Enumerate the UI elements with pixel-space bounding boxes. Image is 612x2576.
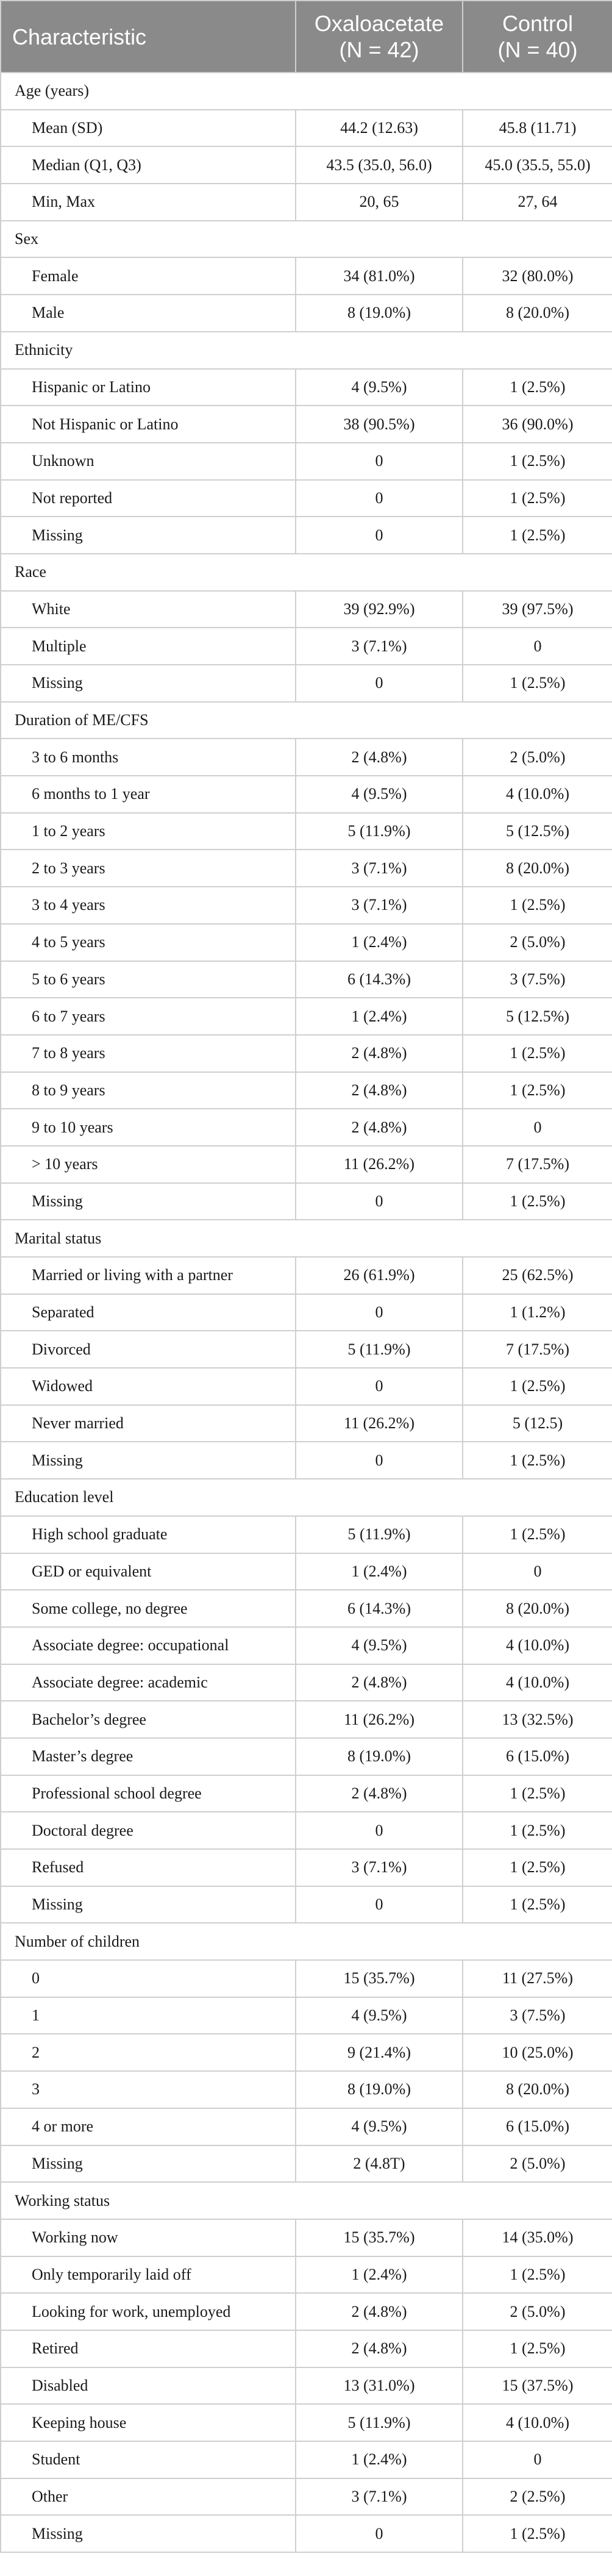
- control-value: 13 (32.5%): [463, 1701, 612, 1738]
- control-value: 2 (5.0%): [463, 2145, 612, 2183]
- table-row: [1, 2404, 612, 2441]
- oxaloacetate-value: 1 (2.4%): [296, 2256, 463, 2294]
- oxaloacetate-value: 5 (11.9%): [296, 2404, 463, 2441]
- control-value: 0: [463, 1109, 612, 1146]
- section-row: [1, 332, 612, 369]
- oxaloacetate-value: 0: [296, 443, 463, 480]
- table-row: [1, 1775, 612, 1812]
- control-value: 1 (2.5%): [463, 1849, 612, 1886]
- table-row: [1, 887, 612, 924]
- oxaloacetate-value: 2 (4.8%): [296, 1035, 463, 1072]
- row-label: Missing: [1, 2145, 296, 2183]
- row-label: Widowed: [1, 1368, 296, 1405]
- oxaloacetate-value: 3 (7.1%): [296, 2478, 463, 2516]
- header-control-n: (N = 40): [497, 37, 578, 62]
- control-value: 15 (37.5%): [463, 2367, 612, 2405]
- section-row: [1, 1220, 612, 1257]
- control-value: 7 (17.5%): [463, 1331, 612, 1368]
- oxaloacetate-value: 2 (4.8%): [296, 739, 463, 776]
- table-row: [1, 1738, 612, 1775]
- oxaloacetate-value: 2 (4.8%): [296, 1109, 463, 1146]
- oxaloacetate-value: 9 (21.4%): [296, 2034, 463, 2071]
- table-row: [1, 2219, 612, 2256]
- oxaloacetate-value: 0: [296, 480, 463, 517]
- row-label: Disabled: [1, 2367, 296, 2405]
- row-label: Hispanic or Latino: [1, 369, 296, 406]
- control-value: 5 (12.5): [463, 1405, 612, 1442]
- row-label: Unknown: [1, 443, 296, 480]
- row-label: Working now: [1, 2219, 296, 2256]
- table-body: [1, 73, 612, 2552]
- table-row: [1, 2256, 612, 2294]
- oxaloacetate-value: 0: [296, 517, 463, 554]
- oxaloacetate-value: 20, 65: [296, 184, 463, 221]
- oxaloacetate-value: 44.2 (12.63): [296, 110, 463, 147]
- table-row: [1, 2515, 612, 2552]
- control-value: 1 (2.5%): [463, 517, 612, 554]
- section-row: [1, 1479, 612, 1516]
- row-label: Associate degree: academic: [1, 1664, 296, 1701]
- control-value: 1 (2.5%): [463, 2330, 612, 2367]
- control-value: 1 (1.2%): [463, 1294, 612, 1331]
- control-value: 4 (10.0%): [463, 776, 612, 813]
- table-row: [1, 1405, 612, 1442]
- oxaloacetate-value: 38 (90.5%): [296, 406, 463, 443]
- table-row: [1, 1590, 612, 1627]
- oxaloacetate-value: 4 (9.5%): [296, 369, 463, 406]
- table-row: [1, 998, 612, 1035]
- table-row: [1, 1997, 612, 2034]
- row-label: Retired: [1, 2330, 296, 2367]
- table-row: [1, 1516, 612, 1553]
- table-row: [1, 665, 612, 702]
- header-control: [463, 1, 612, 73]
- control-value: 4 (10.0%): [463, 2404, 612, 2441]
- row-label: 2: [1, 2034, 296, 2071]
- oxaloacetate-value: 5 (11.9%): [296, 1331, 463, 1368]
- control-value: 1 (2.5%): [463, 1775, 612, 1812]
- row-label: Missing: [1, 517, 296, 554]
- section-title: Duration of ME/CFS: [1, 702, 612, 739]
- row-label: Min, Max: [1, 184, 296, 221]
- oxaloacetate-value: 1 (2.4%): [296, 2441, 463, 2478]
- oxaloacetate-value: 11 (26.2%): [296, 1146, 463, 1183]
- table-row: [1, 739, 612, 776]
- table-row: [1, 146, 612, 184]
- oxaloacetate-value: 15 (35.7%): [296, 1960, 463, 1997]
- oxaloacetate-value: 0: [296, 1368, 463, 1405]
- table-row: [1, 406, 612, 443]
- control-value: 2 (2.5%): [463, 2478, 612, 2516]
- control-value: 5 (12.5%): [463, 998, 612, 1035]
- control-value: 1 (2.5%): [463, 369, 612, 406]
- oxaloacetate-value: 5 (11.9%): [296, 813, 463, 850]
- table-row: [1, 1035, 612, 1072]
- row-label: Doctoral degree: [1, 1812, 296, 1849]
- control-value: 1 (2.5%): [463, 1072, 612, 1109]
- control-value: 27, 64: [463, 184, 612, 221]
- oxaloacetate-value: 13 (31.0%): [296, 2367, 463, 2405]
- control-value: 4 (10.0%): [463, 1627, 612, 1664]
- table-row: [1, 443, 612, 480]
- row-label: Separated: [1, 1294, 296, 1331]
- control-value: 6 (15.0%): [463, 2108, 612, 2145]
- oxaloacetate-value: 6 (14.3%): [296, 961, 463, 998]
- oxaloacetate-value: 3 (7.1%): [296, 1849, 463, 1886]
- control-value: 1 (2.5%): [463, 665, 612, 702]
- row-label: 3: [1, 2071, 296, 2108]
- row-label: Professional school degree: [1, 1775, 296, 1812]
- control-value: 1 (2.5%): [463, 1368, 612, 1405]
- control-value: 2 (5.0%): [463, 2293, 612, 2330]
- control-value: 1 (2.5%): [463, 1035, 612, 1072]
- row-label: 4 to 5 years: [1, 924, 296, 961]
- table-row: [1, 2145, 612, 2183]
- table-row: [1, 2108, 612, 2145]
- control-value: 45.8 (11.71): [463, 110, 612, 147]
- oxaloacetate-value: 34 (81.0%): [296, 257, 463, 295]
- section-row: [1, 2182, 612, 2219]
- row-label: 8 to 9 years: [1, 1072, 296, 1109]
- control-value: 5 (12.5%): [463, 813, 612, 850]
- row-label: Missing: [1, 665, 296, 702]
- row-label: Student: [1, 2441, 296, 2478]
- row-label: Not reported: [1, 480, 296, 517]
- table-row: [1, 924, 612, 961]
- control-value: 1 (2.5%): [463, 443, 612, 480]
- control-value: 1 (2.5%): [463, 1183, 612, 1220]
- section-title: Marital status: [1, 1220, 612, 1257]
- oxaloacetate-value: 0: [296, 665, 463, 702]
- oxaloacetate-value: 2 (4.8%): [296, 2330, 463, 2367]
- section-title: Sex: [1, 221, 612, 258]
- oxaloacetate-value: 11 (26.2%): [296, 1701, 463, 1738]
- section-title: Ethnicity: [1, 332, 612, 369]
- table-row: [1, 517, 612, 554]
- control-value: 14 (35.0%): [463, 2219, 612, 2256]
- control-value: 2 (5.0%): [463, 924, 612, 961]
- section-title: Working status: [1, 2182, 612, 2219]
- table-row: [1, 1553, 612, 1590]
- header-oxaloacetate: [296, 1, 463, 73]
- table-row: [1, 184, 612, 221]
- row-label: 2 to 3 years: [1, 850, 296, 887]
- oxaloacetate-value: 15 (35.7%): [296, 2219, 463, 2256]
- table-row: [1, 850, 612, 887]
- oxaloacetate-value: 1 (2.4%): [296, 998, 463, 1035]
- oxaloacetate-value: 39 (92.9%): [296, 591, 463, 628]
- table-row: [1, 480, 612, 517]
- oxaloacetate-value: 5 (11.9%): [296, 1516, 463, 1553]
- table-row: [1, 1664, 612, 1701]
- oxaloacetate-value: 0: [296, 1183, 463, 1220]
- row-label: Female: [1, 257, 296, 295]
- header-characteristic: Characteristic: [1, 1, 296, 73]
- control-value: 32 (80.0%): [463, 257, 612, 295]
- row-label: 1: [1, 1997, 296, 2034]
- table-row: [1, 257, 612, 295]
- row-label: 9 to 10 years: [1, 1109, 296, 1146]
- oxaloacetate-value: 0: [296, 1294, 463, 1331]
- control-value: 8 (20.0%): [463, 295, 612, 332]
- row-label: Refused: [1, 1849, 296, 1886]
- control-value: 0: [463, 1553, 612, 1590]
- control-value: 25 (62.5%): [463, 1257, 612, 1294]
- control-value: 1 (2.5%): [463, 1886, 612, 1923]
- table-row: [1, 1183, 612, 1220]
- section-title: Number of children: [1, 1923, 612, 1960]
- row-label: Master’s degree: [1, 1738, 296, 1775]
- row-label: Male: [1, 295, 296, 332]
- oxaloacetate-value: 4 (9.5%): [296, 776, 463, 813]
- oxaloacetate-value: 26 (61.9%): [296, 1257, 463, 1294]
- row-label: Median (Q1, Q3): [1, 146, 296, 184]
- table-row: [1, 110, 612, 147]
- header-row: [1, 1, 612, 73]
- header-oxaloacetate-label: Oxaloacetate: [314, 11, 444, 36]
- oxaloacetate-value: 1 (2.4%): [296, 1553, 463, 1590]
- oxaloacetate-value: 4 (9.5%): [296, 2108, 463, 2145]
- control-value: 0: [463, 628, 612, 665]
- section-title: Race: [1, 554, 612, 591]
- row-label: Not Hispanic or Latino: [1, 406, 296, 443]
- oxaloacetate-value: 0: [296, 1812, 463, 1849]
- control-value: 1 (2.5%): [463, 1442, 612, 1479]
- row-label: White: [1, 591, 296, 628]
- row-label: Only temporarily laid off: [1, 2256, 296, 2294]
- oxaloacetate-value: 3 (7.1%): [296, 850, 463, 887]
- section-row: [1, 554, 612, 591]
- control-value: 3 (7.5%): [463, 961, 612, 998]
- control-value: 10 (25.0%): [463, 2034, 612, 2071]
- section-row: [1, 702, 612, 739]
- control-value: 1 (2.5%): [463, 2515, 612, 2552]
- oxaloacetate-value: 4 (9.5%): [296, 1997, 463, 2034]
- table-row: [1, 2034, 612, 2071]
- control-value: 8 (20.0%): [463, 2071, 612, 2108]
- section-row: [1, 221, 612, 258]
- table-row: [1, 1442, 612, 1479]
- oxaloacetate-value: 11 (26.2%): [296, 1405, 463, 1442]
- oxaloacetate-value: 2 (4.8T): [296, 2145, 463, 2183]
- table-row: [1, 591, 612, 628]
- row-label: Never married: [1, 1405, 296, 1442]
- table-row: [1, 1849, 612, 1886]
- row-label: > 10 years: [1, 1146, 296, 1183]
- oxaloacetate-value: 0: [296, 2515, 463, 2552]
- control-value: 1 (2.5%): [463, 480, 612, 517]
- control-value: 8 (20.0%): [463, 1590, 612, 1627]
- table-row: [1, 1701, 612, 1738]
- oxaloacetate-value: 1 (2.4%): [296, 924, 463, 961]
- section-title: Education level: [1, 1479, 612, 1516]
- row-label: Keeping house: [1, 2404, 296, 2441]
- row-label: Bachelor’s degree: [1, 1701, 296, 1738]
- oxaloacetate-value: 3 (7.1%): [296, 628, 463, 665]
- row-label: 4 or more: [1, 2108, 296, 2145]
- oxaloacetate-value: 6 (14.3%): [296, 1590, 463, 1627]
- oxaloacetate-value: 4 (9.5%): [296, 1627, 463, 1664]
- control-value: 2 (5.0%): [463, 739, 612, 776]
- control-value: 8 (20.0%): [463, 850, 612, 887]
- control-value: 3 (7.5%): [463, 1997, 612, 2034]
- table-row: [1, 1886, 612, 1923]
- row-label: 6 to 7 years: [1, 998, 296, 1035]
- table-row: [1, 776, 612, 813]
- row-label: 3 to 6 months: [1, 739, 296, 776]
- control-value: 1 (2.5%): [463, 1812, 612, 1849]
- row-label: Some college, no degree: [1, 1590, 296, 1627]
- oxaloacetate-value: 3 (7.1%): [296, 887, 463, 924]
- table-row: [1, 1109, 612, 1146]
- row-label: 0: [1, 1960, 296, 1997]
- table-row: [1, 369, 612, 406]
- oxaloacetate-value: 8 (19.0%): [296, 295, 463, 332]
- row-label: Missing: [1, 1442, 296, 1479]
- control-value: 39 (97.5%): [463, 591, 612, 628]
- row-label: Missing: [1, 1183, 296, 1220]
- control-value: 1 (2.5%): [463, 2256, 612, 2294]
- control-value: 1 (2.5%): [463, 1516, 612, 1553]
- table-row: [1, 1960, 612, 1997]
- row-label: 6 months to 1 year: [1, 776, 296, 813]
- table-row: [1, 1257, 612, 1294]
- row-label: 5 to 6 years: [1, 961, 296, 998]
- control-value: 0: [463, 2441, 612, 2478]
- control-value: 1 (2.5%): [463, 887, 612, 924]
- oxaloacetate-value: 0: [296, 1886, 463, 1923]
- row-label: Missing: [1, 2515, 296, 2552]
- section-row: [1, 1923, 612, 1960]
- table-row: [1, 2293, 612, 2330]
- table-row: [1, 2367, 612, 2405]
- table-row: [1, 2071, 612, 2108]
- table-row: [1, 1627, 612, 1664]
- control-value: 36 (90.0%): [463, 406, 612, 443]
- table-row: [1, 1331, 612, 1368]
- oxaloacetate-value: 2 (4.8%): [296, 1664, 463, 1701]
- table-row: [1, 1368, 612, 1405]
- table-row: [1, 1294, 612, 1331]
- row-label: Missing: [1, 1886, 296, 1923]
- control-value: 11 (27.5%): [463, 1960, 612, 1997]
- oxaloacetate-value: 8 (19.0%): [296, 2071, 463, 2108]
- header-oxaloacetate-n: (N = 42): [339, 37, 419, 62]
- row-label: GED or equivalent: [1, 1553, 296, 1590]
- table-row: [1, 2330, 612, 2367]
- header-control-label: Control: [502, 11, 574, 36]
- row-label: Married or living with a partner: [1, 1257, 296, 1294]
- table-row: [1, 813, 612, 850]
- table-row: [1, 628, 612, 665]
- oxaloacetate-value: 2 (4.8%): [296, 2293, 463, 2330]
- section-title: Age (years): [1, 73, 612, 110]
- oxaloacetate-value: 8 (19.0%): [296, 1738, 463, 1775]
- row-label: 3 to 4 years: [1, 887, 296, 924]
- table-row: [1, 1072, 612, 1109]
- table-row: [1, 961, 612, 998]
- oxaloacetate-value: 43.5 (35.0, 56.0): [296, 146, 463, 184]
- table-row: [1, 1146, 612, 1183]
- row-label: Associate degree: occupational: [1, 1627, 296, 1664]
- control-value: 6 (15.0%): [463, 1738, 612, 1775]
- table-row: [1, 1812, 612, 1849]
- row-label: 1 to 2 years: [1, 813, 296, 850]
- oxaloacetate-value: 2 (4.8%): [296, 1072, 463, 1109]
- row-label: Divorced: [1, 1331, 296, 1368]
- table-row: [1, 295, 612, 332]
- control-value: 45.0 (35.5, 55.0): [463, 146, 612, 184]
- oxaloacetate-value: 2 (4.8%): [296, 1775, 463, 1812]
- table-row: [1, 2478, 612, 2516]
- table-row: [1, 2441, 612, 2478]
- control-value: 4 (10.0%): [463, 1664, 612, 1701]
- oxaloacetate-value: 0: [296, 1442, 463, 1479]
- row-label: Mean (SD): [1, 110, 296, 147]
- control-value: 7 (17.5%): [463, 1146, 612, 1183]
- table-header: [1, 1, 612, 73]
- row-label: Multiple: [1, 628, 296, 665]
- row-label: 7 to 8 years: [1, 1035, 296, 1072]
- row-label: Looking for work, unemployed: [1, 2293, 296, 2330]
- section-row: [1, 73, 612, 110]
- row-label: Other: [1, 2478, 296, 2516]
- row-label: High school graduate: [1, 1516, 296, 1553]
